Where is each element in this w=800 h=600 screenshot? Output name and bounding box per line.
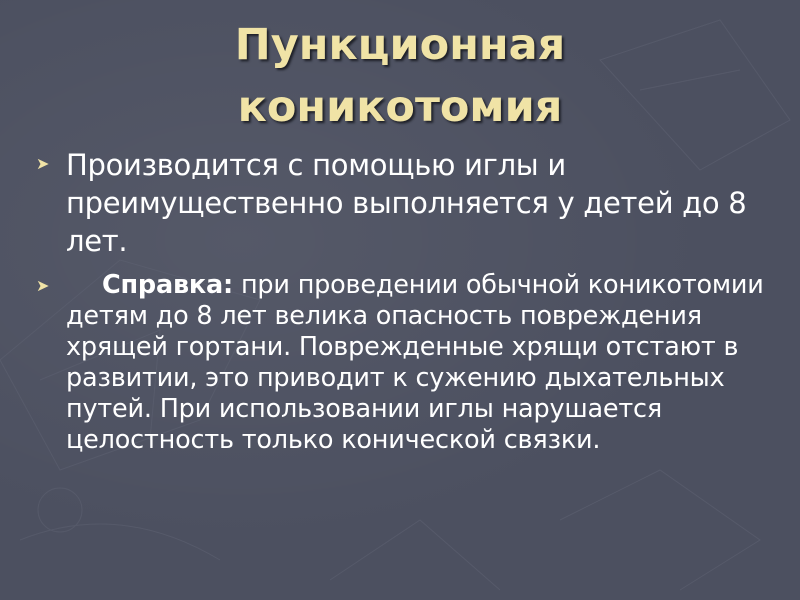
reference-lead: Справка: [102, 270, 234, 300]
reference-text: при проведении обычной коникотомии детям до 8 лет велика опасность повреждения хрящей гортани. Поврежденные хрящи отстают в развитии, это приводит к сужению дыхательных путей. При использовании иглы нарушается целостность только конической связки. [66, 270, 764, 455]
bullet-text: Производится с помощью иглы и преимущественно выполняется у детей до 8 лет. [66, 148, 747, 258]
arrowhead-icon: ➤ [36, 154, 50, 173]
bullet-item-needle [36, 146, 776, 260]
bullet-list [36, 146, 776, 456]
arrowhead-icon: ➤ [36, 276, 50, 295]
slide-title [0, 14, 800, 138]
title-line-1: Пункционная [234, 20, 566, 70]
bullet-item-reference [36, 270, 776, 456]
title-line-2: коникотомия [237, 82, 563, 132]
